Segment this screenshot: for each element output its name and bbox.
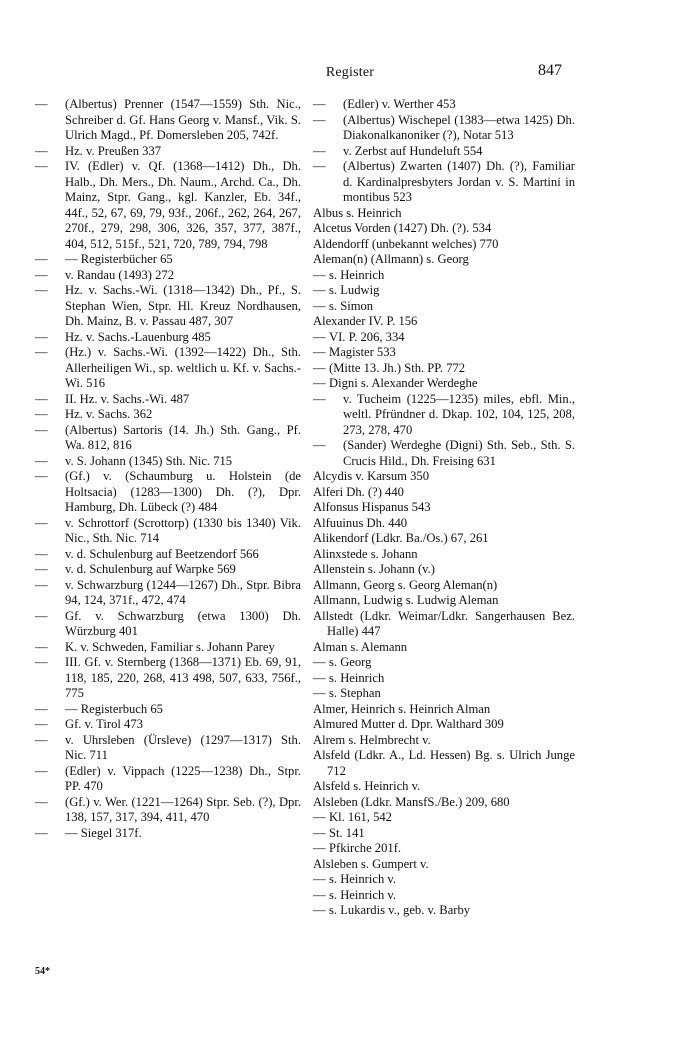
index-headword-entry: Alfuuinus Dh. 440	[313, 515, 408, 530]
index-subentry: — Magister 533	[313, 345, 575, 361]
index-subentry: — s. Lukardis v., geb. v. Barby	[313, 903, 575, 919]
index-headword-entry: Alsfeld s. Heinrich v.	[313, 779, 421, 793]
index-headword-entry: Alman s. Alemann	[313, 639, 408, 654]
signature-mark: 54*	[35, 966, 50, 977]
index-subentry: — (Albertus) Wischepel (1383—etwa 1425) Dh. Diakonalkanoniker (?), Notar 513	[313, 113, 575, 144]
index-headword-entry: Allmann, Ludwig s. Ludwig Aleman	[313, 593, 499, 607]
index-subentry: — (Albertus) Zwarten (1407) Dh. (?), Familiar d. Kardinalpresbyters Jordan v. S. Martini in montibus 523	[313, 159, 575, 206]
index-subentry: — VI. P. 206, 334	[313, 330, 575, 346]
index-subentry: — s. Georg	[313, 655, 575, 671]
index-subentry: — s. Heinrich	[313, 268, 575, 284]
index-entry: — Hz. v. Sachs. 362	[35, 407, 301, 423]
index-headword-entry: Alsfeld (Ldkr. A., Ld. Hessen) Bg. s. Ulrich Junge 712	[313, 748, 575, 778]
index-headword-entry: Aldendorff (unbekannt welches) 770	[313, 236, 499, 251]
index-headword-entry: Allenstein s. Johann (v.)	[313, 562, 435, 576]
index-headword-entry: Alikendorf (Ldkr. Ba./Os.) 67, 261	[313, 531, 489, 545]
index-headword-entry: Alrem s. Helmbrecht v.	[313, 732, 431, 747]
index-subentry: — s. Stephan	[313, 686, 575, 702]
index-subentry: — (Sander) Werdeghe (Digni) Sth. Seb., Sth. S. Crucis Hild., Dh. Freising 631	[313, 438, 575, 469]
index-entry: — (Gf.) v. (Schaumburg u. Holstein (de Holtsacia) (1283—1300) Dh. (?), Dpr. Hamburg, Dh. Lübeck (?) 484	[35, 469, 301, 516]
index-subentry: — (Edler) v. Werther 453	[313, 97, 575, 113]
index-headword-entry: Alfonsus Hispanus 543	[313, 500, 431, 514]
index-entry: — Gf. v. Tirol 473	[35, 717, 301, 733]
page-number: 847	[538, 62, 562, 79]
index-headword-entry: Alinxstede s. Johann	[313, 546, 418, 561]
page-header-title: Register	[325, 65, 375, 80]
index-entry: — v. Randau (1493) 272	[35, 268, 301, 284]
index-subentry: — s. Ludwig	[313, 283, 575, 299]
index-entry: — v. Uhrsleben (Ürsleve) (1297—1317) Sth. Nic. 711	[35, 733, 301, 764]
index-subentry: — s. Heinrich v.	[313, 872, 575, 888]
index-entry: — v. S. Johann (1345) Sth. Nic. 715	[35, 454, 301, 470]
index-column-left	[35, 97, 301, 841]
index-entry: — II. Hz. v. Sachs.-Wi. 487	[35, 392, 301, 408]
index-headword-entry: Alferi Dh. (?) 440	[313, 484, 404, 499]
index-entry: — (Albertus) Prenner (1547—1559) Sth. Nic., Schreiber d. Gf. Hans Georg v. Mansf., Vik. S. Ulrich Magd., Pf. Domersleben 205, 742f.	[35, 97, 301, 144]
index-headword-entry: Alsleben (Ldkr. MansfS./Be.) 209, 680	[313, 794, 510, 809]
index-headword-entry: Aleman(n) (Allmann) s. Georg	[313, 252, 469, 266]
index-subentry: — s. Simon	[313, 299, 575, 315]
index-entry: — Hz. v. Preußen 337	[35, 144, 301, 160]
index-subentry: — Digni s. Alexander Werdeghe	[313, 376, 575, 392]
index-entry: — K. v. Schweden, Familiar s. Johann Parey	[35, 640, 301, 656]
index-headword-entry: Alexander IV. P. 156	[313, 314, 418, 328]
index-entry: — v. Schrottorf (Scrottorp) (1330 bis 1340) Vik. Nic., Sth. Nic. 714	[35, 516, 301, 547]
index-entry: — Gf. v. Schwarzburg (etwa 1300) Dh. Würzburg 401	[35, 609, 301, 640]
index-subentry: — Kl. 161, 542	[313, 810, 575, 826]
index-entry: — Hz. v. Sachs.-Lauenburg 485	[35, 330, 301, 346]
index-entry: — v. d. Schulenburg auf Warpke 569	[35, 562, 301, 578]
index-headword-entry: Almured Mutter d. Dpr. Walthard 309	[313, 717, 504, 731]
index-headword-entry: Allmann, Georg s. Georg Aleman(n)	[313, 577, 498, 592]
index-entry: — III. Gf. v. Sternberg (1368—1371) Eb. 69, 91, 118, 185, 220, 268, 413 498, 507, 633, 756f., 775	[35, 655, 301, 702]
index-entry: — — Registerbuch 65	[35, 702, 301, 718]
index-entry: — (Albertus) Sartoris (14. Jh.) Sth. Gang., Pf. Wa. 812, 816	[35, 423, 301, 454]
index-entry: — — Siegel 317f.	[35, 826, 301, 842]
index-headword-entry: Allstedt (Ldkr. Weimar/Ldkr. Sangerhausen Bez. Halle) 447	[313, 608, 575, 638]
index-subentry: — St. 141	[313, 826, 575, 842]
index-subentry: — v. Tucheim (1225—1235) miles, ebfl. Min., weltl. Pfründner d. Dkap. 102, 104, 125, 208, 273, 278, 470	[313, 392, 575, 439]
index-entry: — (Gf.) v. Wer. (1221—1264) Stpr. Seb. (?), Dpr. 138, 157, 317, 394, 411, 470	[35, 795, 301, 826]
index-entry: — v. Schwarzburg (1244—1267) Dh., Stpr. Bibra 94, 124, 371f., 472, 474	[35, 578, 301, 609]
index-headword-entry: Albus s. Heinrich	[313, 205, 402, 220]
index-headword-entry: Almer, Heinrich s. Heinrich Alman	[313, 701, 491, 716]
index-headword-entry: Alsleben s. Gumpert v.	[313, 856, 429, 871]
index-entry: — (Hz.) v. Sachs.-Wi. (1392—1422) Dh., Sth. Allerheiligen Wi., sp. weltlich u. Kf. v. Sachs.-Wi. 516	[35, 345, 301, 392]
index-subentry: — Pfkirche 201f.	[313, 841, 575, 857]
index-entry: — Hz. v. Sachs.-Wi. (1318—1342) Dh., Pf., S. Stephan Wien, Stpr. Hl. Kreuz Nordhausen, Dh. Mainz, B. v. Passau 487, 307	[35, 283, 301, 330]
index-headword-entry: Alcydis v. Karsum 350	[313, 469, 430, 483]
index-headword-entry: Alcetus Vorden (1427) Dh. (?). 534	[313, 221, 492, 235]
index-entry: — — Registerbücher 65	[35, 252, 301, 268]
index-subentry: — v. Zerbst auf Hundeluft 554	[313, 144, 575, 160]
index-subentry: — s. Heinrich v.	[313, 888, 575, 904]
index-entry: — IV. (Edler) v. Qf. (1368—1412) Dh., Dh. Halb., Dh. Mers., Dh. Naum., Archd. Ca., Dh. Mainz, Stpr. Gang., kgl. Kanzler, Eb. 34f., 44f., 52, 67, 69, 79, 93f., 206f., 262, 264, 267, 270f., 279, 298, 306, 326, 357, 377, 387f., 404, 512, 515f., 521, 720, 789, 794, 798	[35, 159, 301, 252]
index-entry: — (Edler) v. Vippach (1225—1238) Dh., Stpr. PP. 470	[35, 764, 301, 795]
index-subentry: — (Mitte 13. Jh.) Sth. PP. 772	[313, 361, 575, 377]
index-entry: — v. d. Schulenburg auf Beetzendorf 566	[35, 547, 301, 563]
index-subentry: — s. Heinrich	[313, 671, 575, 687]
index-column-right	[313, 97, 575, 919]
